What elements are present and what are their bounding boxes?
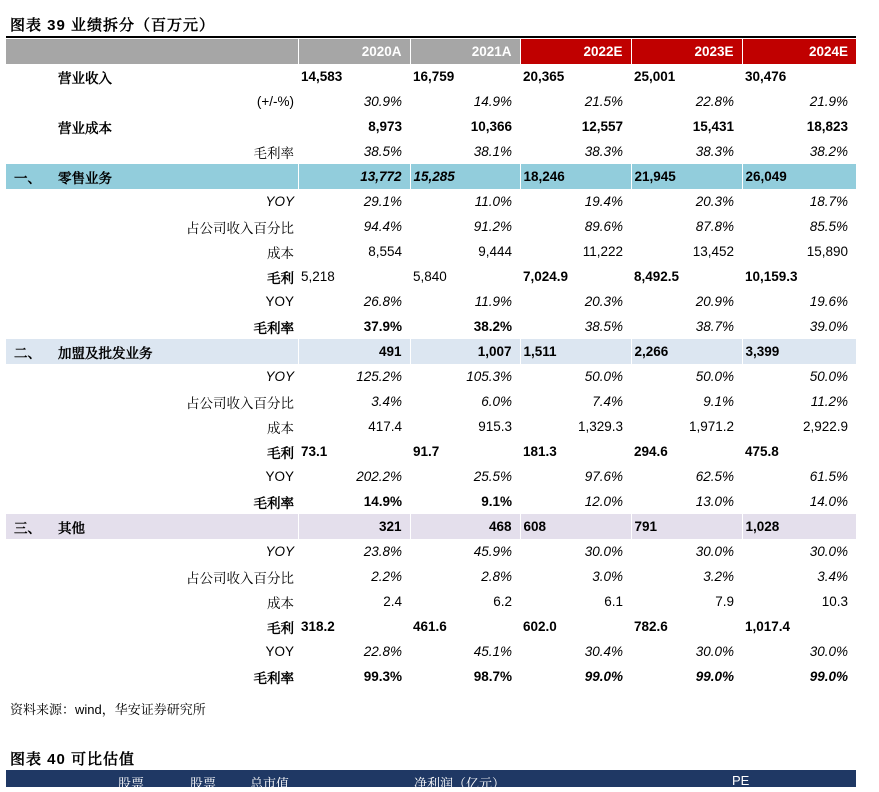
cell: 3.4% bbox=[371, 394, 402, 409]
cell: 19.6% bbox=[809, 294, 848, 309]
cell: 45.1% bbox=[473, 644, 512, 659]
cell: 6.0% bbox=[481, 394, 512, 409]
section-name: 其他 bbox=[56, 514, 298, 539]
gross-profit-label: 毛利 bbox=[267, 620, 294, 636]
cell: 3,399 bbox=[742, 339, 856, 364]
share-label: 占公司收入百分比 bbox=[186, 220, 294, 236]
table-40-header bbox=[6, 770, 856, 791]
cell: 26.8% bbox=[363, 294, 402, 309]
cell: 20.3% bbox=[584, 294, 623, 309]
cell: 38.5% bbox=[584, 319, 623, 334]
cell: 30.4% bbox=[584, 644, 623, 659]
cell: 10.3 bbox=[821, 594, 848, 609]
section-index: 一、 bbox=[6, 164, 56, 189]
header-row bbox=[6, 39, 856, 64]
cell: 38.2% bbox=[473, 319, 512, 334]
cell: 318.2 bbox=[301, 619, 335, 634]
cell: 11,222 bbox=[582, 244, 623, 259]
col-2024e: 2024E bbox=[742, 39, 856, 64]
gross-profit-label: 毛利 bbox=[267, 445, 294, 461]
table-row bbox=[6, 564, 856, 589]
cell: 461.6 bbox=[413, 619, 447, 634]
section-row-franchise bbox=[6, 339, 856, 364]
cell: 94.4% bbox=[363, 219, 402, 234]
share-label: 占公司收入百分比 bbox=[186, 570, 294, 586]
cell: 18,823 bbox=[806, 119, 848, 134]
cell: 202.2% bbox=[356, 469, 402, 484]
cell: 23.8% bbox=[363, 544, 402, 559]
yoy-label: YOY bbox=[265, 644, 294, 659]
col-2023e: 2023E bbox=[631, 39, 742, 64]
cell: 38.3% bbox=[584, 144, 623, 159]
cell: 13,772 bbox=[298, 164, 410, 189]
cell: 321 bbox=[298, 514, 410, 539]
table-row bbox=[6, 214, 856, 239]
cell: 915.3 bbox=[478, 419, 512, 434]
cell: 15,431 bbox=[692, 119, 734, 134]
title-underline bbox=[6, 36, 856, 38]
cell: 16,759 bbox=[413, 69, 455, 84]
table-row bbox=[6, 464, 856, 489]
cell: 20.3% bbox=[695, 194, 734, 209]
cell: 7,024.9 bbox=[523, 269, 569, 284]
gross-margin-label: 毛利率 bbox=[253, 320, 294, 336]
cell: 38.7% bbox=[695, 319, 734, 334]
cell: 8,973 bbox=[368, 119, 402, 134]
cell: 85.5% bbox=[809, 219, 848, 234]
cell: 18,246 bbox=[520, 164, 631, 189]
cell: 29.1% bbox=[363, 194, 402, 209]
table-row bbox=[6, 364, 856, 389]
col-2022e: 2022E bbox=[520, 39, 631, 64]
cell: 475.8 bbox=[745, 444, 779, 459]
cell: 22.8% bbox=[695, 94, 734, 109]
cell: 38.5% bbox=[363, 144, 402, 159]
cell: 9.1% bbox=[703, 394, 734, 409]
gross-margin-label: 毛利率 bbox=[253, 145, 294, 161]
cell: 1,017.4 bbox=[745, 619, 791, 634]
cell: 25.5% bbox=[473, 469, 512, 484]
yoy-label: YOY bbox=[265, 544, 294, 559]
cell: 602.0 bbox=[523, 619, 557, 634]
source-note: 资料来源：wind，华安证券研究所 bbox=[10, 702, 206, 717]
table-row bbox=[6, 664, 856, 689]
cell: 2.2% bbox=[371, 569, 402, 584]
cell: 30.9% bbox=[363, 94, 402, 109]
cell: 491 bbox=[298, 339, 410, 364]
revenue-label: 营业收入 bbox=[58, 70, 112, 86]
cell: 782.6 bbox=[634, 619, 668, 634]
cell: 12.0% bbox=[584, 494, 623, 509]
cell: 9,444 bbox=[478, 244, 512, 259]
cell: 1,329.3 bbox=[577, 419, 623, 434]
cell: 8,492.5 bbox=[634, 269, 680, 284]
cell: 2,922.9 bbox=[802, 419, 848, 434]
header-stock-2: 股票 bbox=[190, 776, 217, 791]
cell: 99.0% bbox=[584, 669, 623, 684]
cost-label: 营业成本 bbox=[58, 120, 112, 136]
section-row-retail bbox=[6, 164, 856, 189]
cell: 30.0% bbox=[809, 544, 848, 559]
cell: 30.0% bbox=[695, 544, 734, 559]
cell: 417.4 bbox=[368, 419, 402, 434]
header-net-profit: 净利润（亿元） bbox=[414, 776, 506, 791]
financial-breakdown-table bbox=[6, 39, 856, 689]
cell: 12,557 bbox=[581, 119, 623, 134]
cell: 11.9% bbox=[474, 294, 512, 309]
gross-margin-label: 毛利率 bbox=[253, 495, 294, 511]
yoy-label: YOY bbox=[265, 194, 294, 209]
cell: 294.6 bbox=[634, 444, 668, 459]
table-row bbox=[6, 89, 856, 114]
cell: 6.2 bbox=[493, 594, 512, 609]
cell: 7.9 bbox=[715, 594, 734, 609]
section-row-other bbox=[6, 514, 856, 539]
cell: 3.4% bbox=[817, 569, 848, 584]
yoy-label: YOY bbox=[265, 294, 294, 309]
cell: 11.0% bbox=[474, 194, 512, 209]
cell: 14.9% bbox=[473, 94, 512, 109]
table-row bbox=[6, 614, 856, 639]
cell: 38.2% bbox=[809, 144, 848, 159]
cell: 50.0% bbox=[695, 369, 734, 384]
cell: 5,218 bbox=[301, 269, 335, 284]
cell: 105.3% bbox=[466, 369, 512, 384]
table-row bbox=[6, 389, 856, 414]
cell: 10,159.3 bbox=[745, 269, 798, 284]
cell: 38.1% bbox=[473, 144, 512, 159]
table-row bbox=[6, 314, 856, 339]
cell: 30.0% bbox=[695, 644, 734, 659]
cell: 3.0% bbox=[592, 569, 623, 584]
cell: 39.0% bbox=[809, 319, 848, 334]
cost-label: 成本 bbox=[267, 595, 294, 611]
growth-label: (+/-%) bbox=[256, 94, 294, 109]
cell: 99.3% bbox=[363, 669, 402, 684]
cell: 21.5% bbox=[584, 94, 623, 109]
table-row bbox=[6, 539, 856, 564]
cell: 20,365 bbox=[523, 69, 565, 84]
cell: 97.6% bbox=[584, 469, 623, 484]
cell: 608 bbox=[520, 514, 631, 539]
cell: 73.1 bbox=[301, 444, 328, 459]
cell: 38.3% bbox=[695, 144, 734, 159]
cell: 14.0% bbox=[809, 494, 848, 509]
cell: 8,554 bbox=[368, 244, 402, 259]
header-stock-1: 股票 bbox=[118, 776, 145, 791]
table-row bbox=[6, 414, 856, 439]
cell: 25,001 bbox=[634, 69, 676, 84]
cell: 9.1% bbox=[481, 494, 512, 509]
cell: 2.4 bbox=[383, 594, 402, 609]
cost-label: 成本 bbox=[267, 245, 294, 261]
section-name: 加盟及批发业务 bbox=[56, 339, 298, 364]
cell: 22.8% bbox=[363, 644, 402, 659]
cell: 20.9% bbox=[695, 294, 734, 309]
cell: 1,511 bbox=[520, 339, 631, 364]
table-row bbox=[6, 439, 856, 464]
cell: 5,840 bbox=[413, 269, 447, 284]
table-row bbox=[6, 589, 856, 614]
cell: 21.9% bbox=[809, 94, 848, 109]
gross-profit-label: 毛利 bbox=[267, 270, 294, 286]
cell: 13,452 bbox=[692, 244, 734, 259]
col-2021a: 2021A bbox=[410, 39, 520, 64]
cell: 13.0% bbox=[695, 494, 734, 509]
cell: 1,971.2 bbox=[688, 419, 734, 434]
cell: 6.1 bbox=[604, 594, 623, 609]
cell: 99.0% bbox=[809, 669, 848, 684]
cell: 30.0% bbox=[584, 544, 623, 559]
cell: 1,028 bbox=[742, 514, 856, 539]
header-blank bbox=[6, 39, 56, 64]
header-pe: PE bbox=[732, 773, 750, 788]
cell: 91.7 bbox=[413, 444, 440, 459]
col-2020a: 2020A bbox=[298, 39, 410, 64]
table-row bbox=[6, 64, 856, 89]
cell: 2.8% bbox=[481, 569, 512, 584]
cell: 10,366 bbox=[470, 119, 512, 134]
cell: 30,476 bbox=[745, 69, 787, 84]
table-row bbox=[6, 289, 856, 314]
cell: 50.0% bbox=[584, 369, 623, 384]
cell: 7.4% bbox=[592, 394, 623, 409]
cell: 791 bbox=[631, 514, 742, 539]
section-name: 零售业务 bbox=[56, 164, 298, 189]
section-index: 二、 bbox=[6, 339, 56, 364]
table-row bbox=[6, 239, 856, 264]
header-market-cap: 总市值 bbox=[250, 776, 290, 791]
cell: 15,285 bbox=[410, 164, 520, 189]
table-row bbox=[6, 639, 856, 664]
cell: 91.2% bbox=[473, 219, 512, 234]
section-index: 三、 bbox=[6, 514, 56, 539]
cell: 125.2% bbox=[356, 369, 402, 384]
cell: 98.7% bbox=[473, 669, 512, 684]
cell: 181.3 bbox=[523, 444, 557, 459]
cell: 45.9% bbox=[473, 544, 512, 559]
cell: 89.6% bbox=[584, 219, 623, 234]
cell: 50.0% bbox=[809, 369, 848, 384]
table-40-title: 图表 40 可比估值 bbox=[10, 751, 136, 768]
cell: 11.2% bbox=[810, 394, 848, 409]
cell: 3.2% bbox=[703, 569, 734, 584]
cell: 30.0% bbox=[809, 644, 848, 659]
cell: 18.7% bbox=[809, 194, 848, 209]
cell: 26,049 bbox=[742, 164, 856, 189]
cell: 37.9% bbox=[363, 319, 402, 334]
table-row bbox=[6, 139, 856, 164]
gross-margin-label: 毛利率 bbox=[253, 670, 294, 686]
header-blank bbox=[56, 39, 298, 64]
cell: 468 bbox=[410, 514, 520, 539]
cell: 1,007 bbox=[410, 339, 520, 364]
table-39-title: 图表 39 业绩拆分（百万元） bbox=[10, 17, 216, 34]
cell: 62.5% bbox=[695, 469, 734, 484]
cell: 61.5% bbox=[809, 469, 848, 484]
yoy-label: YOY bbox=[265, 369, 294, 384]
table-row bbox=[6, 189, 856, 214]
cell: 2,266 bbox=[631, 339, 742, 364]
yoy-label: YOY bbox=[265, 469, 294, 484]
table-row bbox=[6, 489, 856, 514]
cell: 99.0% bbox=[695, 669, 734, 684]
cell: 19.4% bbox=[584, 194, 623, 209]
cell: 87.8% bbox=[695, 219, 734, 234]
share-label: 占公司收入百分比 bbox=[186, 395, 294, 411]
table-row bbox=[6, 114, 856, 139]
cell: 21,945 bbox=[631, 164, 742, 189]
cost-label: 成本 bbox=[267, 420, 294, 436]
cell: 14.9% bbox=[363, 494, 402, 509]
cell: 14,583 bbox=[301, 69, 343, 84]
cell: 15,890 bbox=[806, 244, 848, 259]
table-row bbox=[6, 264, 856, 289]
